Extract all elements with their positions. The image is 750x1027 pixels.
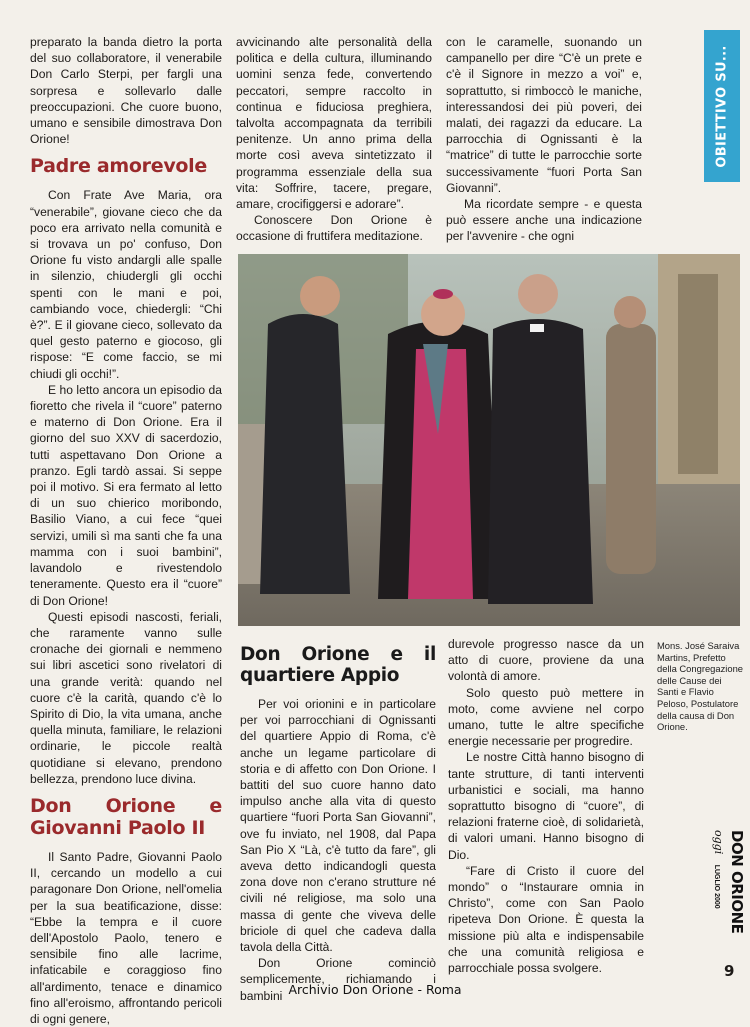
paragraph: Ma ricordate sempre - e questa può essere anche una indicazione per l'avvenire - che ogni [446, 197, 642, 244]
paragraph: Don Orione cominciò semplicemente, richiamando i bambini [240, 956, 436, 1003]
page-number: 9 [724, 962, 735, 980]
photo-caption: Mons. José Saraiva Martins, Prefetto della Congregazione delle Cause dei Santi e Flavio Peloso, Postulatore della causa di Don Orione. [657, 640, 744, 733]
article-column-4 [240, 636, 436, 1004]
article-column-5 [448, 636, 644, 976]
paragraph: Conoscere Don Orione è occasione di fruttifera meditazione. [236, 213, 432, 244]
magazine-masthead [708, 830, 746, 950]
paragraph: avvicinando alte personalità della politica e della cultura, illuminando uomini senza fede, convertendo peccatori, sempre raccolto in continua e fiduciosa preghiera, talvolta accompagnata da terribili penitenze. Un anno prima della morte così aveva sintetizzato il programma essenziale della sua vita: Soffrire, tacere, pregare, amare, crocifiggersi e adorare”. [236, 35, 432, 212]
paragraph: “Fare di Cristo il cuore del mondo” o “Instaurare omnia in Christo”, come con San Paolo ripeteva Don Orione. È questa la missione più alta e indispensabile che una comunità religiosa e parrocchiale possa svolgere. [448, 863, 644, 976]
section-tab [704, 30, 740, 182]
paragraph: Con Frate Ave Maria, ora “venerabile”, giovane cieco che da poco era arrivato nella comunità e si trovava un po' confuso, Don Orione fu visto andargli alle spalle in silenzio, chiudergli gli occhi spenti con le mani e poi, cambiando voce, chiedergli: “Chi è?”. E il giovane cieco, sollevato da quel gesto paterno e giocoso, gli rispose: “E come faccio, se mi chiudi gli occhi!”. [30, 188, 222, 381]
paragraph: E ho letto ancora un episodio da fioretto che rivela il “cuore” paterno e materno di Don Orione. Era il giorno del suo XXV di sacerdozio, tutti aspettavano Don Orione a pranzo. Egli tardò assai. Si seppe poi il motivo. Si era fermato al letto di un suo chierico moribondo, Basilio Viano, a cui fece “quei servizi, umili sì ma santi che fa una mamma con i suoi bambini”, lavandolo e rivestendolo teneramente. Questo era il “cuore” di Don Orione! [30, 382, 222, 608]
paragraph: Il Santo Padre, Giovanni Paolo II, cercando un modello a cui paragonare Don Orione, nell'omelia per la sua beatificazione, disse: “Ebbe la tempra e il cuore dell'Apostolo Paolo, tenero e sensibile fino alle lacrime, infaticabile e coraggioso fino all'ardimento, tenace e dinamico fino all'eroismo, affrontando pericoli di ogni genere, [30, 849, 222, 1026]
paragraph: con le caramelle, suonando un campanello per dire “C'è un prete e c'è il Signore in mezzo a voi” e, soprattutto, si rimboccò le maniche, interessandosi dei più poveri, dei malati, dei ragazzi da educare. La parrocchia di Ognissanti è la “matrice” di tutte le parrocchie sorte successivamente “fuori Porta San Giovanni”. [446, 35, 642, 195]
article-column-2 [236, 34, 432, 245]
section-heading-giovanni-paolo: Don Orione e Giovanni Paolo II [30, 794, 222, 839]
paragraph: Per voi orionini e in particolare per voi parrocchiani di Ognissanti del quartiere Appio di Roma, c'è anche un legame particolare di storia e di affetto con Don Orione. I battiti del suo cuore hanno dato impulso anche alla vita di questo quartiere “fuori Porta San Giovanni”, ove fu inviato, nel 1908, dal Papa San Pio X “Là, c'è tutto da fare”, gli aveva detto indicandogli questa zona dove non c'erano strutture né civili né religiose, ma solo una massa di gente che viveva delle briciole di quel che cadeva dalla tavola della Città. [240, 697, 436, 955]
paragraph: durevole progresso nasce da un atto di cuore, proviene da una volontà di amore. [448, 637, 644, 684]
article-column-1 [30, 34, 222, 1027]
section-tab-label: OBIETTIVO SU... [714, 44, 730, 168]
paragraph: Le nostre Città hanno bisogno di tante strutture, di tanti interventi urbanistici e sociali, ma hanno soprattutto bisogno di “cuore”, di relazioni fraterne cioè, di solidarietà, di valori umani. Hanno bisogno di Dio. [448, 750, 644, 862]
archive-footer: Archivio Don Orione - Roma [288, 982, 462, 997]
paragraph: Questi episodi nascosti, feriali, che raramente vanno sulle cronache dei giornali e nemmeno sui libri ascetici sono rivelatori di una grande verità: quando nel cuore c'è la carità, quando c'è lo Spirito di Dio, la vita umana, anche quella minuta, familiare, le relazioni ordinarie, le piccole realtà quotidiane si elevano, prendono bellezza, prendono luce divina. [30, 609, 222, 786]
paragraph: preparato la banda dietro la porta del suo collaboratore, il venerabile Don Carlo Sterpi, per fargli una sorpresa e sollevarlo dalle preoccupazioni. Che cuore buono, umano e sensibile dimostrava Don Orione! [30, 35, 222, 147]
paragraph: Solo questo può mettere in moto, come avviene nel corpo umano, tutte le altre specifiche energie necessarie per progredire. [448, 685, 644, 749]
masthead-subtitle: oggi [712, 830, 725, 855]
masthead-brand: DON ORIONE [728, 830, 746, 934]
article-column-3 [446, 34, 642, 245]
section-heading-padre-amorevole: Padre amorevole [30, 155, 207, 178]
photo-clergy-walking [238, 254, 740, 626]
masthead-date: LUGLIO 2000 [713, 864, 720, 909]
section-heading-quartiere-appio: Don Orione e il quartiere Appio [240, 644, 436, 686]
